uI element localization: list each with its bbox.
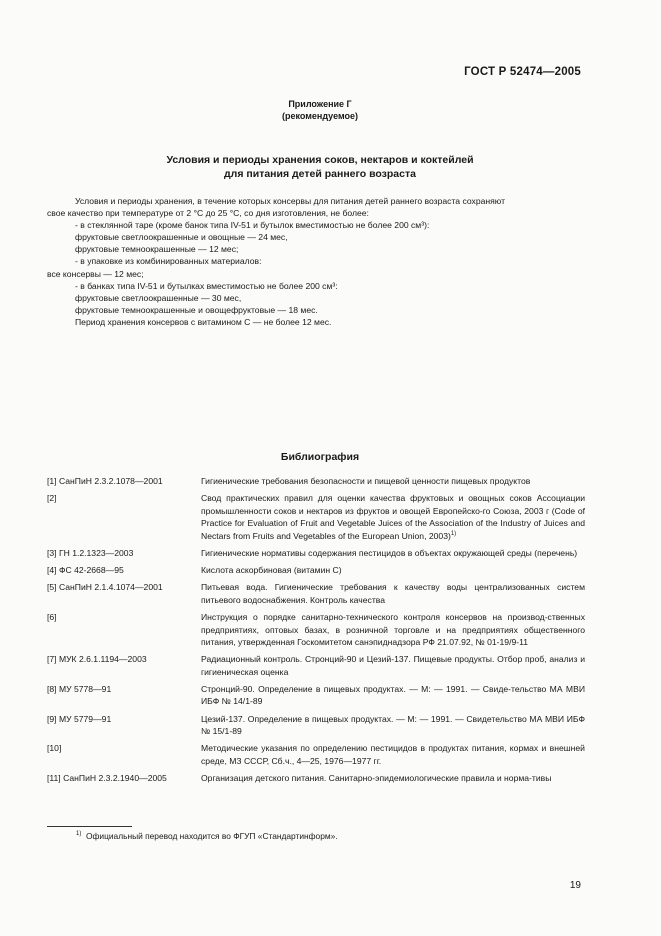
annex-title: Приложение Г xyxy=(288,99,352,109)
page-number: 19 xyxy=(569,880,581,891)
section-title-line-2: для питания детей раннего возраста xyxy=(224,168,416,180)
bibliography-text: Цезий-137. Определение в пищевых продуктах. — М: — 1991. — Свидетельство МА МВИ ИБФ № 15/1-89 xyxy=(201,713,585,737)
paragraph-line: Условия и периоды хранения, в течение которых консервы для питания детей раннего возраста сохраняют xyxy=(75,196,506,206)
annex-type: (рекомендуемое) xyxy=(282,111,358,121)
list-item: - в стеклянной таре (кроме банок типа IV-51 и бутылок вместимостью не более 200 см³): xyxy=(75,220,430,231)
bibliography-text: Гигиенические требования безопасности и пищевой ценности пищевых продуктов xyxy=(201,476,531,486)
list-item: фруктовые темноокрашенные — 12 мес; xyxy=(75,244,239,255)
bibliography-ref: [9] МУ 5779—91 xyxy=(47,713,112,724)
footnote-divider xyxy=(47,826,132,827)
bibliography-ref: [5] СанПиН 2.1.4.1074—2001 xyxy=(47,582,163,593)
bibliography-ref: [11] СанПиН 2.3.2.1940—2005 xyxy=(47,773,167,784)
bibliography-ref: [7] МУК 2.6.1.1194—2003 xyxy=(47,654,147,665)
bibliography-text: Кислота аскорбиновая (витамин С) xyxy=(201,565,342,576)
bibliography-text: Свод практических правил для оценки качества фруктовых и овощных соков Ассоциации промышленности соков и нектаров из фруктов и овощей Европейско-го Союза, 2003 г (Code of Practice for Evaluation of Fruit and Vegetable Juices of the Association of the Industry of Juices and Nectars from Fruits and Vegetables of the European Union, 2003) xyxy=(201,493,585,541)
bibliography-entry xyxy=(47,611,585,648)
bibliography-ref: [2] xyxy=(47,493,57,504)
bibliography-ref: [3] ГН 1.2.1323—2003 xyxy=(47,547,134,558)
bibliography-ref: [8] МУ 5778—91 xyxy=(47,683,112,694)
section-title-line-1: Условия и периоды хранения соков, нектаров и коктейлей xyxy=(166,154,474,166)
bibliography-text-with-footnote xyxy=(201,492,585,542)
standard-designation: ГОСТ Р 52474—2005 xyxy=(464,66,581,78)
bibliography-list xyxy=(47,475,585,789)
bibliography-entry xyxy=(47,742,585,767)
bibliography-text: Методические указания по определению пестицидов в продуктах питания, кормах и внешней среде, МЗ СССР, Сб.ч., 4—25, 1976—1977 гг. xyxy=(201,743,585,766)
list-item: - в банках типа IV-51 и бутылках вместимостью не более 200 см³: xyxy=(75,280,338,291)
bibliography-text: Радиационный контроль. Стронций-90 и Цезий-137. Пищевые продукты. Отбор проб, анализ и гигиеническая оценка xyxy=(201,654,585,677)
bibliography-ref: [6] xyxy=(47,612,57,623)
list-item: фруктовые темноокрашенные и овощефруктовые — 18 мес. xyxy=(75,304,318,315)
storage-conditions-text xyxy=(47,195,584,328)
bibliography-entry xyxy=(47,492,585,542)
list-item: - в упаковке из комбинированных материалов: xyxy=(75,256,262,267)
footnote-text: Официальный перевод находится во ФГУП «Стандартинформ». xyxy=(86,831,338,841)
bibliography-text: Гигиенические нормативы содержания пестицидов в объектах окружающей среды (перечень) xyxy=(201,547,578,558)
bibliography-entry xyxy=(47,564,585,576)
bibliography-heading: Библиография xyxy=(280,451,360,463)
bibliography-entry xyxy=(47,772,585,784)
bibliography-ref: [4] ФС 42-2668—95 xyxy=(47,565,124,576)
bibliography-entry xyxy=(47,475,585,487)
bibliography-text: Питьевая вода. Гигиенические требования к качеству воды централизованных систем питьевого водоснабжения. Контроль качества xyxy=(201,582,585,605)
bibliography-entry xyxy=(47,547,585,559)
bibliography-entry xyxy=(47,581,585,606)
footnote-mark: 1) xyxy=(76,831,82,838)
paragraph-line: свое качество при температуре от 2 °С до 25 °С, со дня изготовления, не более: xyxy=(47,208,369,219)
bibliography-entry xyxy=(47,683,585,708)
bibliography-entry xyxy=(47,653,585,678)
bibliography-text: Организация детского питания. Санитарно-эпидемиологические правила и норма-тивы xyxy=(201,773,552,784)
bibliography-text: Стронций-90. Определение в пищевых продуктах. — М: — 1991. — Свиде-тельство МА МВИ ИБФ № 14/1-89 xyxy=(201,683,585,707)
bibliography-ref: [1] СанПиН 2.3.2.1078—2001 xyxy=(47,476,163,486)
bibliography-ref: [10] xyxy=(47,743,62,754)
footnote-marker: 1) xyxy=(450,530,457,537)
bibliography-text: Инструкция о порядке санитарно-технического контроля консервов на производ-ственных предприятиях, оптовых базах, в розничной торговле и на предприятиях общественного питания, утвержденная Госкомитетом санэпиднадзора РФ 21.07.92, № 01-19/9-11 xyxy=(201,612,585,647)
bibliography-entry xyxy=(47,713,585,738)
list-item: фруктовые светлоокрашенные и овощные — 24 мес, xyxy=(75,232,288,243)
paragraph-line: Период хранения консервов с витамином С — не более 12 мес. xyxy=(75,316,332,327)
footnote xyxy=(76,831,338,841)
list-item: все консервы — 12 мес; xyxy=(47,268,144,279)
list-item: фруктовые светлоокрашенные — 30 мес, xyxy=(75,292,242,303)
